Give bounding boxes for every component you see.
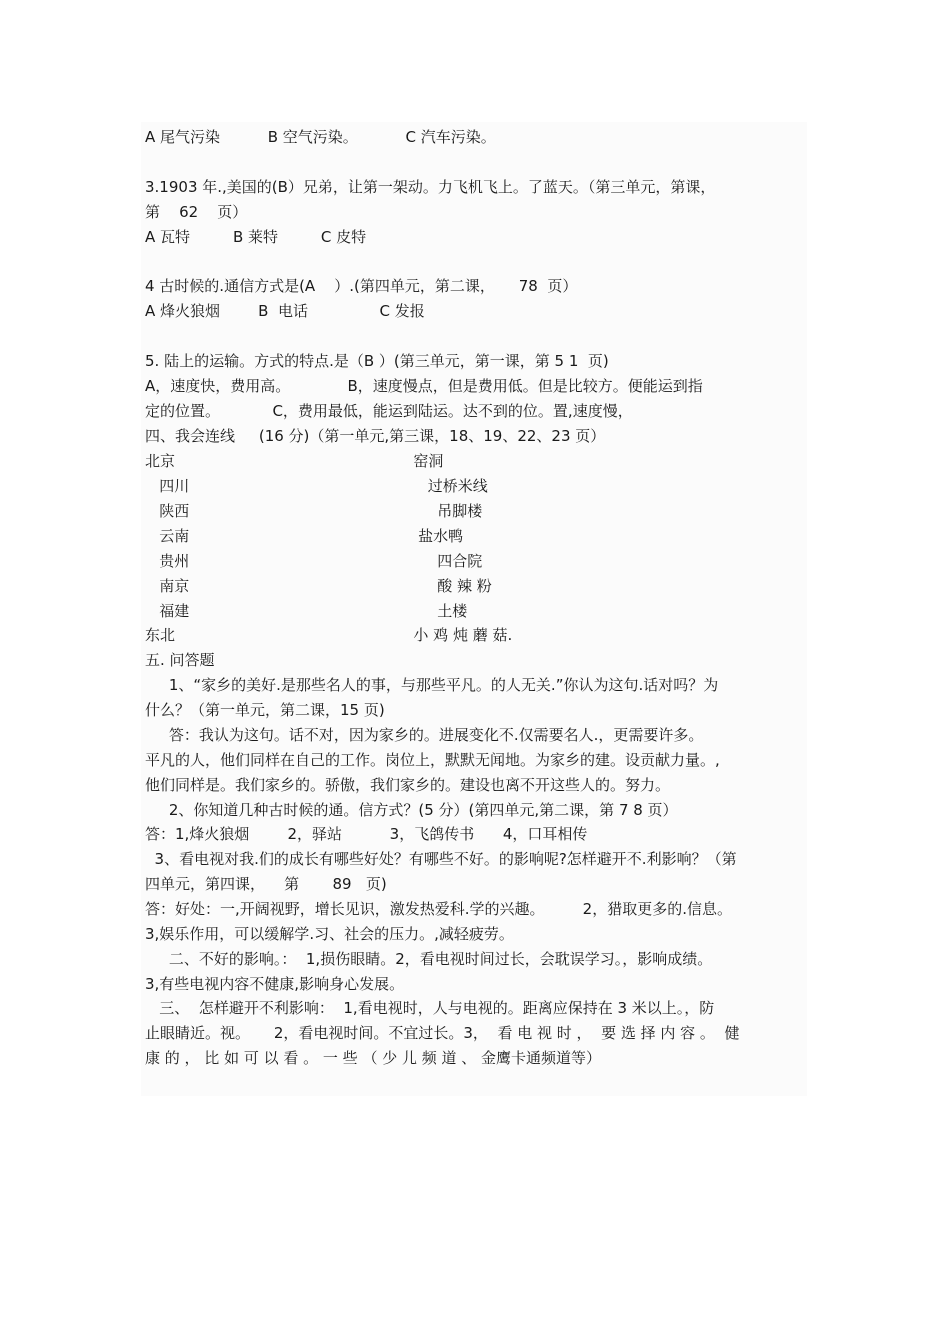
line-18: 东北 小 鸡 炖 蘑 菇. bbox=[145, 626, 513, 644]
line-26: 答：1,烽火狼烟 2，驿站 3，飞鸽传书 4，口耳相传 bbox=[145, 825, 588, 843]
line-15: 贵州 四合院 bbox=[145, 552, 483, 570]
line-10: 四、我会连线 (16 分)（第一单元,第三课，18、19、22、23 页） bbox=[145, 427, 606, 445]
line-11: 北京 窑洞 bbox=[145, 452, 444, 470]
line-5: 4 古时候的.通信方式是(A ）.(第四单元，第二课， 78 页） bbox=[145, 277, 578, 295]
line-20: 1、“家乡的美好.是那些名人的事，与那些平凡。的人无关.”你认为这句.话对吗？为 bbox=[145, 676, 719, 694]
line-25: 2、你知道几种古时候的通。信方式？(5 分）(第四单元,第二课，第 7 8 页） bbox=[145, 801, 678, 819]
line-27: 3、看电视对我.们的成长有哪些好处？有哪些不好。的影响呢?怎样避开不.利影响？（第 bbox=[145, 850, 737, 868]
line-28: 四单元，第四课， 第 89 页) bbox=[145, 875, 387, 893]
line-23: 平凡的人，他们同样在自己的工作。岗位上，默默无闻地。为家乡的建。设贡献力量。, bbox=[145, 751, 720, 769]
line-9: 定的位置。 C，费用最低，能运到陆运。达不到的位。置,速度慢， bbox=[145, 402, 633, 420]
line-24: 他们同样是。我们家乡的。骄傲，我们家乡的。建设也离不开这些人的。努力。 bbox=[145, 776, 671, 794]
line-30: 3,娱乐作用，可以缓解学.习、社会的压力。,减轻疲劳。 bbox=[145, 925, 514, 943]
line-4: A 瓦特 B 莱特 C 皮特 bbox=[145, 228, 367, 246]
line-33: 三、 怎样避开不利影响： 1,看电视时，人与电视的。距离应保持在 3 米以上。，防 bbox=[145, 999, 715, 1017]
line-7: 5. 陆上的运输。方式的特点.是（B ）(第三单元，第一课，第 5 1 页) bbox=[145, 352, 609, 370]
line-29: 答：好处：一,开阔视野，增长见识，激发热爱科.学的兴趣。 2，猎取更多的.信息。 bbox=[145, 900, 732, 918]
line-34: 止眼睛近。视。 2，看电视时间。不宜过长。3， 看 电 视 时 ， 要 选 择 内 容 。 健 bbox=[145, 1024, 740, 1042]
line-2: 3.1903 年.,美国的(B）兄弟，让第一架动。力飞机飞上。了蓝天。（第三单元，第课， bbox=[145, 178, 716, 196]
line-8: A，速度快，费用高。 B，速度慢点，但是费用低。但是比较方。便能运到指 bbox=[145, 377, 703, 395]
line-17: 福建 土楼 bbox=[145, 602, 468, 620]
line-3: 第 62 页） bbox=[145, 203, 248, 221]
line-31: 二、不好的影响。： 1,损伤眼睛。2，看电视时间过长，会耽误学习。，影响成绩。 bbox=[145, 950, 713, 968]
line-32: 3,有些电视内容不健康,影响身心发展。 bbox=[145, 975, 405, 993]
line-13: 陕西 吊脚楼 bbox=[145, 502, 483, 520]
line-19: 五. 问答题 bbox=[145, 651, 215, 669]
line-22: 答：我认为这句。话不对，因为家乡的。进展变化不.仅需要名人.，更需要许多。 bbox=[145, 726, 704, 744]
line-12: 四川 过桥米线 bbox=[145, 477, 488, 495]
line-35: 康 的 ， 比 如 可 以 看 。 一 些 （ 少 儿 频 道 、 金鹰卡通频道等） bbox=[145, 1049, 602, 1067]
line-21: 什么？（第一单元，第二课，15 页) bbox=[145, 701, 385, 719]
line-16: 南京 酸 辣 粉 bbox=[145, 577, 492, 595]
line-6: A 烽火狼烟 B 电话 C 发报 bbox=[145, 302, 425, 320]
line-1: A 尾气污染 B 空气污染。 C 汽车污染。 bbox=[145, 128, 496, 146]
line-14: 云南 盐水鸭 bbox=[145, 527, 464, 545]
